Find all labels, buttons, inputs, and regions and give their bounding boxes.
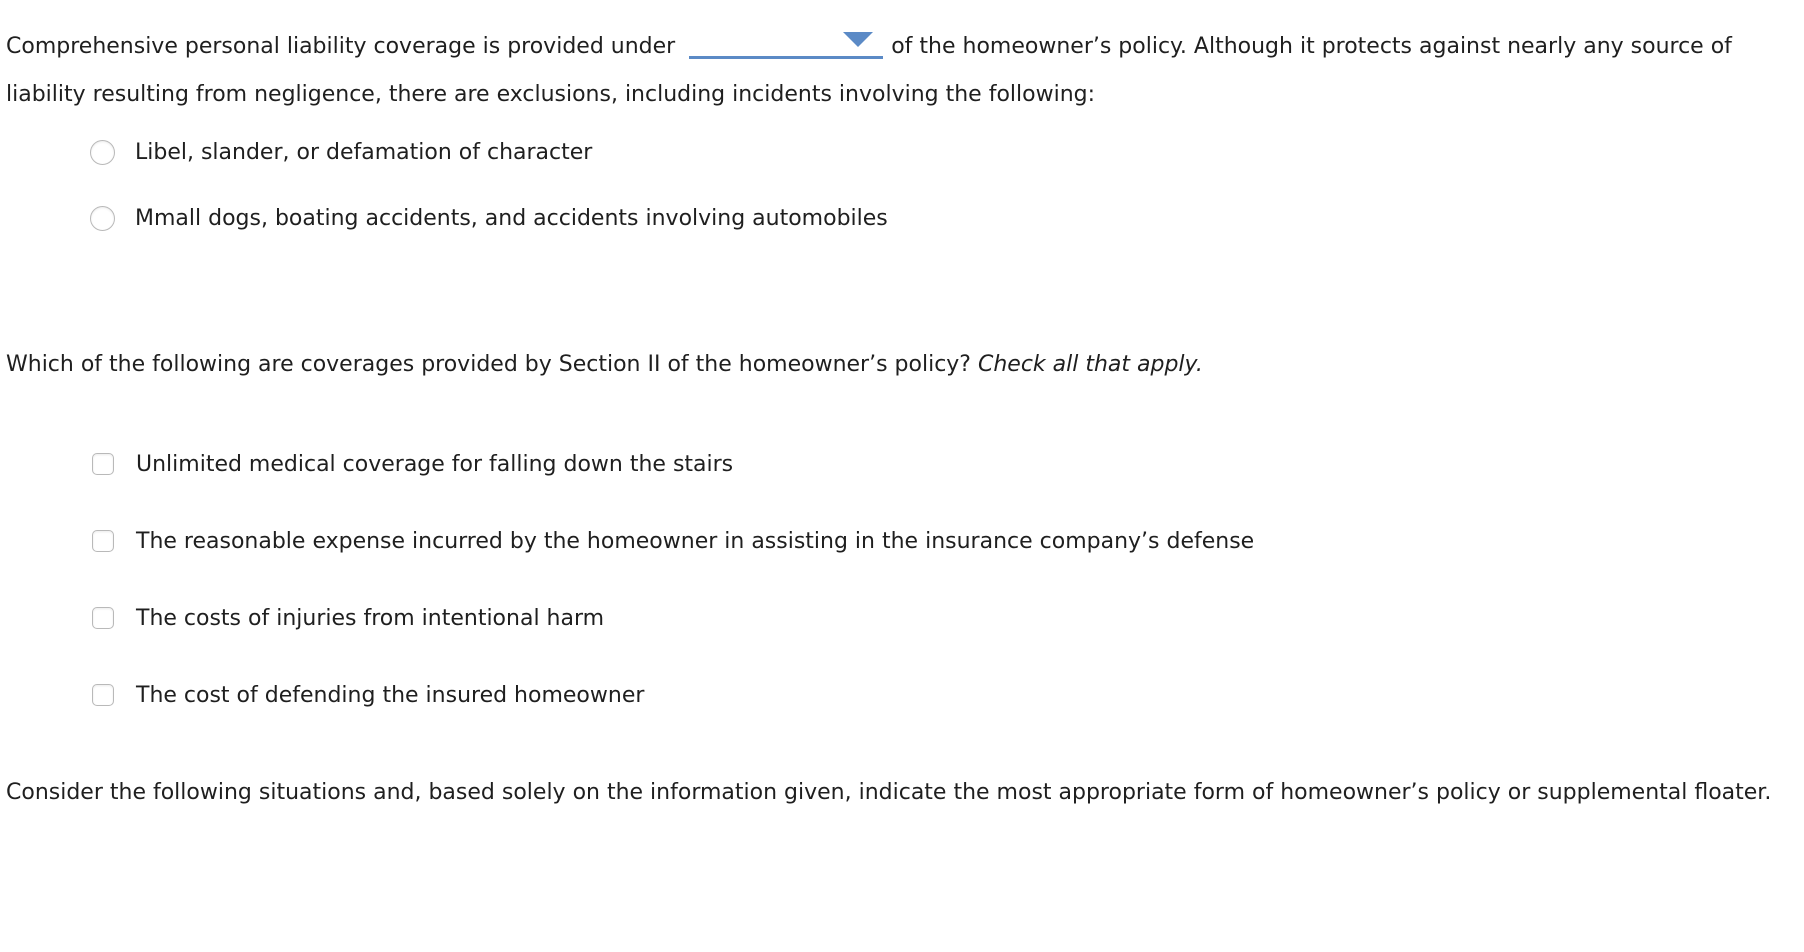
checkbox[interactable]	[92, 684, 114, 706]
question-2-instruction: Check all that apply.	[977, 352, 1203, 377]
question-1-text	[6, 20, 1796, 119]
option-label: Unlimited medical coverage for falling down the stairs	[136, 451, 734, 477]
coverage-option-defense-cost[interactable]	[90, 675, 644, 715]
checkbox[interactable]	[92, 607, 114, 629]
radio-button[interactable]	[90, 206, 115, 231]
question-3-text: Consider the following situations and, based solely on the information given, indicate the most appropriate form of homeowner’s policy or supplemental floater.	[6, 780, 1772, 805]
coverage-option-medical[interactable]	[90, 444, 733, 484]
checkbox[interactable]	[92, 530, 114, 552]
exclusion-option-libel[interactable]	[90, 132, 592, 172]
coverage-option-assisting-expense[interactable]	[90, 521, 1254, 561]
option-label: Mmall dogs, boating accidents, and accidents involving automobiles	[135, 205, 888, 231]
coverage-section-dropdown[interactable]	[689, 20, 883, 59]
radio-button[interactable]	[90, 140, 115, 165]
question-2-text	[6, 341, 1796, 389]
question-2-prompt: Which of the following are coverages provided by Section II of the homeowner’s policy?	[6, 352, 971, 377]
question-1-text-before: Comprehensive personal liability coverage is provided under	[6, 34, 676, 59]
coverage-option-intentional-harm[interactable]	[90, 598, 604, 638]
option-label: The reasonable expense incurred by the homeowner in assisting in the insurance company’s defense	[136, 528, 1255, 554]
question-1-text-after: of the homeowner’s policy. Although it protects against nearly any source of liability resulting from negligence, there are exclusions, including incidents involving the following:	[6, 34, 1732, 107]
caret-down-icon	[843, 32, 873, 47]
checkbox[interactable]	[92, 453, 114, 475]
option-label: Libel, slander, or defamation of character	[135, 139, 593, 165]
option-label: The costs of injuries from intentional harm	[136, 605, 605, 631]
exclusion-option-dogs-boats-autos[interactable]	[90, 198, 888, 238]
option-label: The cost of defending the insured homeowner	[136, 682, 645, 708]
